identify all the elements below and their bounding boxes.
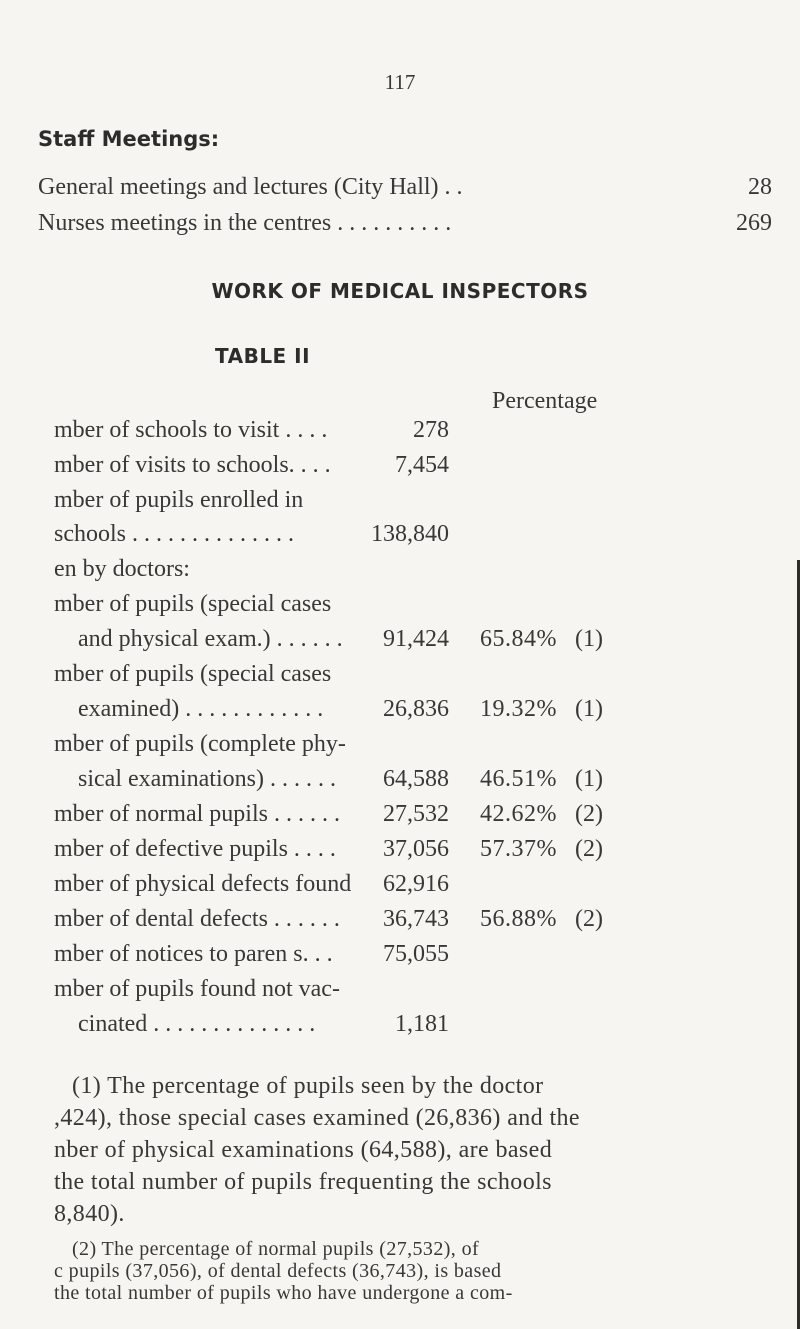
row-note: (2) xyxy=(575,836,603,862)
row-percent: 46.51% xyxy=(480,766,557,792)
row-label: mber of normal pupils . . . . . . xyxy=(54,801,340,827)
row-note: (2) xyxy=(575,801,603,827)
row-label: mber of pupils (special cases xyxy=(54,661,332,687)
staff-meeting-value: 28 xyxy=(748,174,772,200)
row-value: 37,056 xyxy=(383,836,449,862)
row-label: mber of schools to visit . . . . xyxy=(54,417,328,443)
row-note: (2) xyxy=(575,906,603,932)
row-percent: 19.32% xyxy=(480,696,557,722)
row-label: cinated . . . . . . . . . . . . . . xyxy=(78,1011,316,1037)
row-label: mber of defective pupils . . . . xyxy=(54,836,336,862)
row-label: mber of pupils found not vac- xyxy=(54,976,340,1002)
footnote-line: the total number of pupils who have undergone a com- xyxy=(54,1282,513,1304)
staff-meeting-label: Nurses meetings in the centres . . . . . . . . . . xyxy=(38,210,452,236)
staff-meetings-heading: Staff Meetings: xyxy=(38,127,220,151)
row-value: 36,743 xyxy=(383,906,449,932)
row-note: (1) xyxy=(575,696,603,722)
row-percent: 56.88% xyxy=(480,906,557,932)
row-label: mber of notices to paren s. . . xyxy=(54,941,333,967)
row-value: 27,532 xyxy=(383,801,449,827)
row-label: mber of pupils (special cases xyxy=(54,591,332,617)
row-label: examined) . . . . . . . . . . . . xyxy=(78,696,324,722)
row-label: mber of physical defects found xyxy=(54,871,352,897)
footnote-line: c pupils (37,056), of dental defects (36,743), is based xyxy=(54,1260,502,1282)
row-label: mber of dental defects . . . . . . xyxy=(54,906,340,932)
row-label: sical examinations) . . . . . . xyxy=(78,766,336,792)
row-label: schools . . . . . . . . . . . . . . xyxy=(54,521,294,547)
row-value: 62,916 xyxy=(383,871,449,897)
row-value: 278 xyxy=(413,417,449,443)
row-label: mber of visits to schools. . . . xyxy=(54,452,331,478)
row-label: en by doctors: xyxy=(54,556,190,582)
row-value: 1,181 xyxy=(395,1011,449,1037)
footnote-line: the total number of pupils frequenting the schools xyxy=(54,1169,552,1195)
row-value: 75,055 xyxy=(383,941,449,967)
row-value: 91,424 xyxy=(383,626,449,652)
row-label: and physical exam.) . . . . . . xyxy=(78,626,343,652)
row-percent: 65.84% xyxy=(480,626,557,652)
row-value: 26,836 xyxy=(383,696,449,722)
row-value: 138,840 xyxy=(371,521,449,547)
row-note: (1) xyxy=(575,766,603,792)
row-label: mber of pupils (complete phy- xyxy=(54,731,346,757)
section-title: WORK OF MEDICAL INSPECTORS xyxy=(211,279,589,303)
table-title: TABLE II xyxy=(215,344,311,368)
staff-meeting-label: General meetings and lectures (City Hall) . . xyxy=(38,174,463,200)
row-label: mber of pupils enrolled in xyxy=(54,487,304,513)
percentage-header: Percentage xyxy=(492,388,598,414)
row-percent: 42.62% xyxy=(480,801,557,827)
row-value: 7,454 xyxy=(395,452,449,478)
footnote-line: 8,840). xyxy=(54,1201,125,1227)
footnote-line: (1) The percentage of pupils seen by the doctor xyxy=(72,1073,544,1099)
staff-meeting-value: 269 xyxy=(736,210,772,236)
row-percent: 57.37% xyxy=(480,836,557,862)
footnote-line: (2) The percentage of normal pupils (27,532), of xyxy=(72,1238,480,1260)
footnote-line: nber of physical examinations (64,588), are based xyxy=(54,1137,553,1163)
row-note: (1) xyxy=(575,626,603,652)
row-value: 64,588 xyxy=(383,766,449,792)
footnote-line: ,424), those special cases examined (26,836) and the xyxy=(54,1105,580,1131)
page-number: 117 xyxy=(384,70,416,94)
